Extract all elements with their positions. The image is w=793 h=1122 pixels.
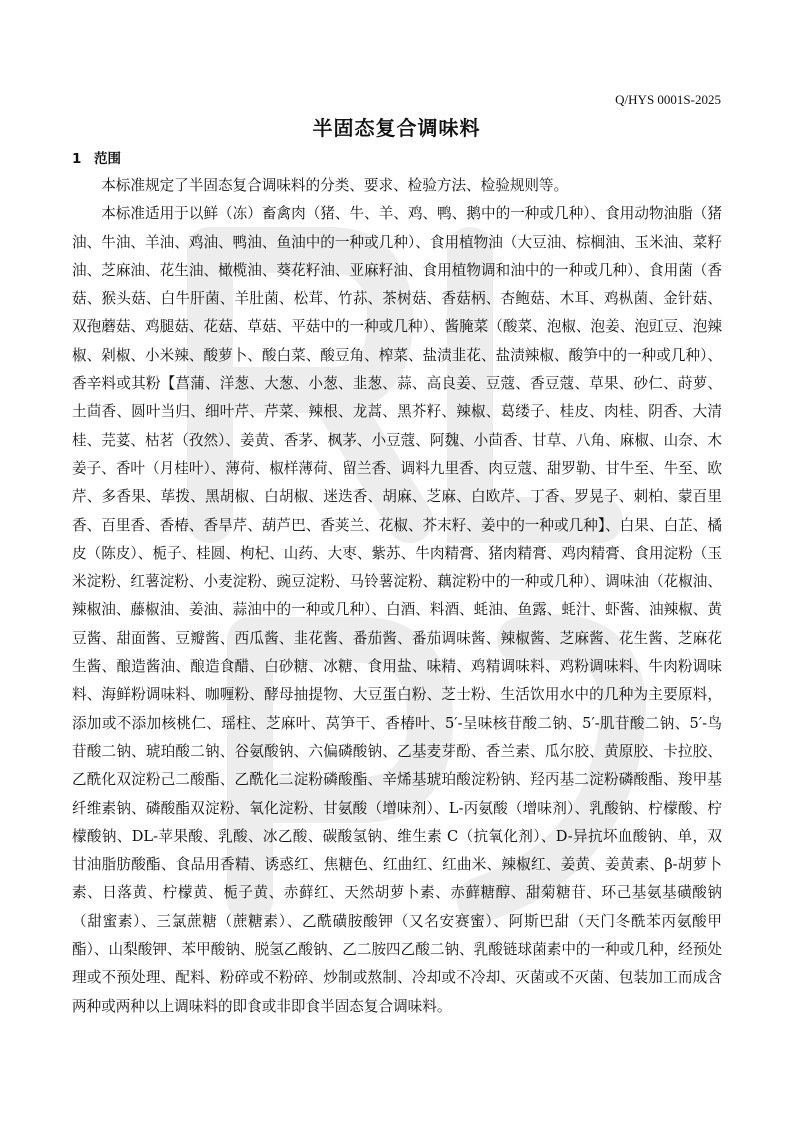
paragraph-scope-intro: 本标准规定了半固态复合调味料的分类、要求、检验方法、检验规则等。 bbox=[101, 177, 569, 194]
section-body bbox=[72, 172, 722, 1021]
section-title: 范围 bbox=[94, 151, 121, 167]
paragraph-scope-applicability: 本标准适用于以鲜（冻）畜禽肉（猪、牛、羊、鸡、鸭、鹅中的一种或几种）、食用动物油脂（猪油、牛油、羊油、鸡油、鸭油、鱼油中的一种或几种）、食用植物油（大豆油、棕榈油、玉米油、菜籽油、芝麻油、花生油、橄榄油、葵花籽油、亚麻籽油、食用植物调和油中的一种或几种）、食用菌（香菇、猴头菇、白牛肝菌、羊肚菌、松茸、竹荪、茶树菇、香菇柄、杏鲍菇、木耳、鸡枞菌、金针菇、双孢蘑菇、鸡腿菇、花菇、草菇、平菇中的一种或几种）、酱腌菜（酸菜、泡椒、泡姜、泡豇豆、泡辣椒、剁椒、小米辣、酸萝卜、酸白菜、酸豆角、榨菜、盐渍韭花、盐渍辣椒、酸笋中的一种或几种）、香辛料或其粉【菖蒲、洋葱、大葱、小葱、韭葱、蒜、高良姜、豆蔻、香豆蔻、草果、砂仁、莳萝、土茴香、圆叶当归、细叶芹、芹菜、辣根、龙蒿、黑芥籽、辣椒、葛缕子、桂皮、肉桂、阴香、大清桂、芫荽、枯茗（孜然）、姜黄、香茅、枫茅、小豆蔻、阿魏、小茴香、甘草、八角、麻椒、山奈、木姜子、香叶（月桂叶）、薄荷、椒样薄荷、留兰香、调料九里香、肉豆蔻、甜罗勒、甘牛至、牛至、欧芹、多香果、荜拨、黑胡椒、白胡椒、迷迭香、胡麻、芝麻、白欧芹、丁香、罗晃子、刺柏、蒙百里香、百里香、香椿、香旱芹、葫芦巴、香荚兰、花椒、芥末籽、姜中的一种或几种】、白果、白芷、橘皮（陈皮）、栀子、桂圆、枸杞、山药、大枣、紫苏、牛肉精膏、猪肉精膏、鸡肉精膏、食用淀粉（玉米淀粉、红薯淀粉、小麦淀粉、豌豆淀粉、马铃薯淀粉、藕淀粉中的一种或几种）、调味油（花椒油、辣椒油、藤椒油、姜油、蒜油中的一种或几种）、白酒、料酒、蚝油、鱼露、蚝汁、虾酱、油辣椒、黄豆酱、甜面酱、豆瓣酱、西瓜酱、韭花酱、番茄酱、番茄调味酱、辣椒酱、芝麻酱、花生酱、芝麻花生酱、酿造酱油、酿造食醋、白砂糖、冰糖、食用盐、味精、鸡精调味料、鸡粉调味料、牛肉粉调味料、海鲜粉调味料、咖喱粉、酵母抽提物、大豆蛋白粉、芝士粉、生活饮用水中的几种为主要原料，添加或不添加核桃仁、瑶柱、芝麻叶、莴笋干、香椿叶、5′-呈味核苷酸二钠、5′-肌苷酸二钠、5′-鸟苷酸二钠、琥珀酸二钠、谷氨酸钠、六偏磷酸钠、乙基麦芽酚、香兰素、瓜尔胶、黄原胶、卡拉胶、乙酰化双淀粉己二酸酯、乙酰化二淀粉磷酸酯、辛烯基琥珀酸淀粉钠、羟丙基二淀粉磷酸酯、羧甲基纤维素钠、磷酸酯双淀粉、氧化淀粉、甘氨酸（增味剂）、L-丙氨酸（增味剂）、乳酸钠、柠檬酸、柠檬酸钠、DL-苹果酸、乳酸、冰乙酸、碳酸氢钠、维生素 C（抗氧化剂）、D-异抗坏血酸钠、单，双甘油脂肪酸酯、食品用香精、诱惑红、焦糖色、红曲红、红曲米、辣椒红、姜黄、姜黄素、β-胡萝卜素、日落黄、柠檬黄、栀子黄、赤藓红、天然胡萝卜素、赤藓糖醇、甜菊糖苷、环己基氨基磺酸钠（甜蜜素）、三氯蔗糖（蔗糖素）、乙酰磺胺酸钾（又名安赛蜜）、阿斯巴甜（天门冬酰苯丙氨酸甲酯）、山梨酸钾、苯甲酸钠、脱氢乙酸钠、乙二胺四乙酸二钠、乳酸链球菌素中的一种或几种，经预处理或不预处理、配料、粉碎或不粉碎、炒制或熬制、冷却或不冷却、灭菌或不灭菌、包装加工而成含两种或两种以上调味料的即食或非即食半固态复合调味料。 bbox=[72, 205, 722, 1015]
document-title: 半固态复合调味料 bbox=[312, 116, 481, 140]
section-heading bbox=[72, 147, 121, 167]
section-number: 1 bbox=[72, 151, 82, 167]
standard-code: Q/HYS 0001S-2025 bbox=[615, 92, 721, 107]
